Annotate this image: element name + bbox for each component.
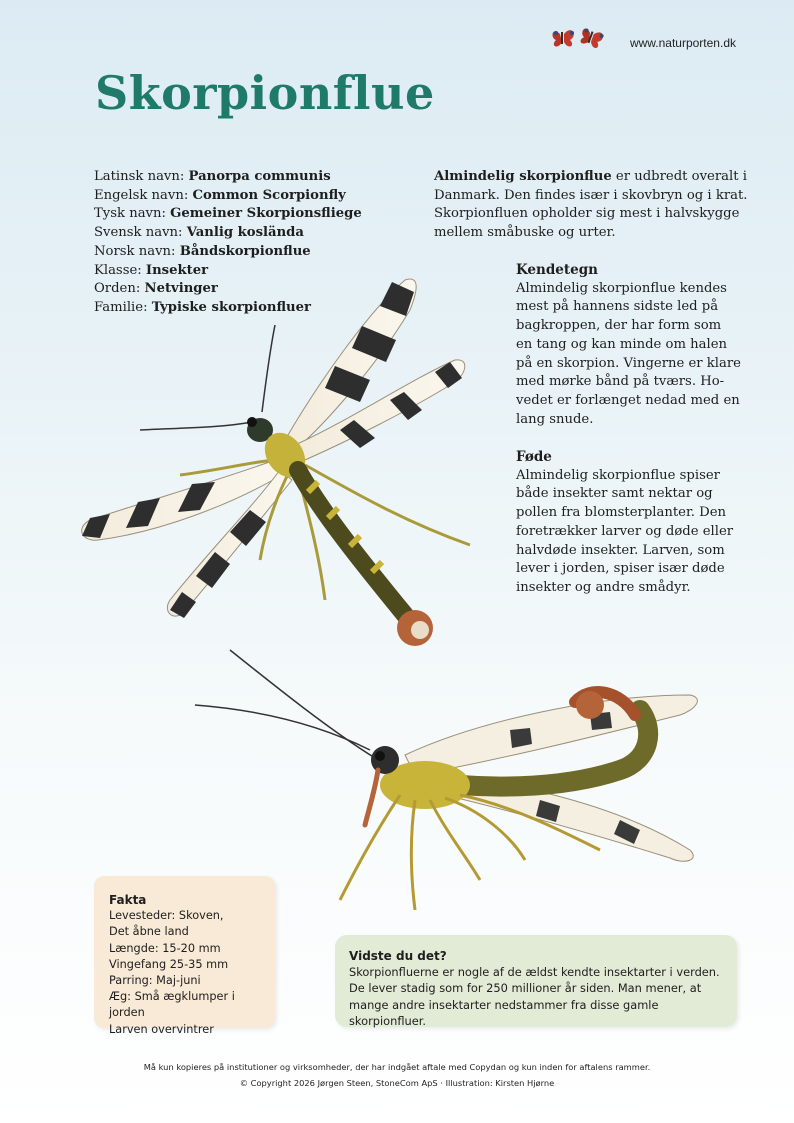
fakta-line: Levesteder: Skoven, xyxy=(109,909,224,923)
name-row-class: Klasse: Insekter xyxy=(94,262,209,278)
footer-copyright: © Copyright 2026 Jørgen Steen, StoneCom ApS · Illustration: Kirsten Hjørne xyxy=(239,1078,555,1088)
footer-copy-notice: Må kun kopieres på institutioner og virksomheder, der har indgået aftale med Copydan og kun inden for aftalens rammer. xyxy=(143,1062,651,1072)
did-you-know-box: Vidste du det? Skorpionfluerne er nogle af de ældst kendte insektarter i verden. De lever stadig som for 250 millioner år siden. Man mener, at mange andre insektarter nedstammer fra disse gamle skorpionfluer. xyxy=(335,935,737,1027)
fakta-line: Parring: Maj-juni xyxy=(109,974,201,988)
did-you-know-heading: Vidste du det? xyxy=(349,949,447,963)
fakta-heading: Fakta xyxy=(109,893,147,907)
name-row-family: Familie: Typiske skorpionfluer xyxy=(94,299,311,315)
site-header xyxy=(546,18,736,52)
fakta-line: Længde: 15-20 mm xyxy=(109,941,221,955)
section-kendetegn: Kendetegn Almindelig skorpionflue kendes mest på hannens sidste led på bagkroppen, der har form som en tang og kan minde om halen på en skorpion. Vingerne er klare med mørke bånd på tværs. Ho- vedet er forlænget nedad med en lang snude. xyxy=(516,261,746,429)
name-row-swedish: Svensk navn: Vanlig koslända xyxy=(94,225,304,241)
website-link[interactable]: www.naturporten.dk xyxy=(629,36,736,50)
name-row-german: Tysk navn: Gemeiner Skorpionsfliege xyxy=(94,206,362,222)
butterflies-icon xyxy=(546,18,624,52)
fakta-line: Det åbne land xyxy=(109,925,189,939)
name-row-order: Orden: Netvinger xyxy=(94,281,218,297)
fakta-line: Vingefang 25-35 mm xyxy=(109,957,229,971)
section-heading: Føde xyxy=(516,449,552,465)
footer xyxy=(0,1059,794,1091)
name-row-norwegian: Norsk navn: Båndskorpionflue xyxy=(94,243,311,259)
section-heading: Kendetegn xyxy=(516,262,598,278)
fakta-line: Æg: Små ægklumper i jorden xyxy=(109,990,235,1020)
name-row-english: Engelsk navn: Common Scorpionfly xyxy=(94,187,346,203)
fakta-line: Larven overvintrer xyxy=(109,1022,214,1036)
page-title: Skorpionflue xyxy=(95,66,435,120)
intro-paragraph: Almindelig skorpionflue er udbredt overalt i Danmark. Den findes især i skovbryn og i krat. Skorpionfluen opholder sig mest i halvskygge mellem småbuske og urter. xyxy=(434,169,748,241)
section-foede: Føde Almindelig skorpionflue spiser både insekter samt nektar og pollen fra blomsterplanter. Den foretrækker larver og døde eller halvdøde insekter. Larven, som lever i jorden, spiser især døde insekter og andre smådyr. xyxy=(516,448,746,598)
name-row-latin: Latinsk navn: Panorpa communis xyxy=(94,169,331,184)
scorpionfly-side-view-illustration xyxy=(180,610,720,920)
fakta-box xyxy=(94,876,275,1036)
